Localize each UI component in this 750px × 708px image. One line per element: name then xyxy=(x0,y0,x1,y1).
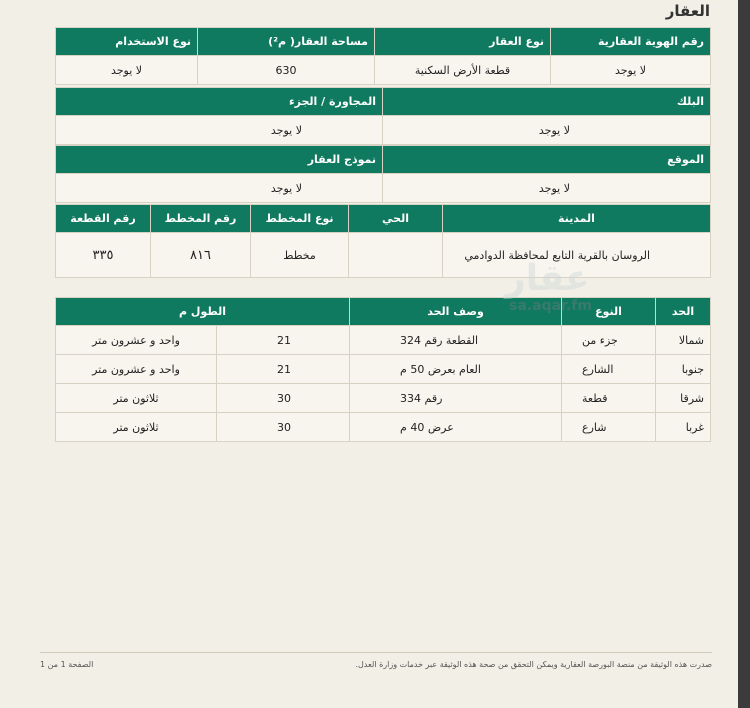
header-city: المدينة xyxy=(443,205,711,233)
header-plan-type: نوع المخطط xyxy=(251,205,349,233)
header-neighborhood-part: المجاورة / الجزء xyxy=(56,88,383,116)
value-city xyxy=(443,233,711,278)
header-district: الحي xyxy=(349,205,443,233)
table-row xyxy=(56,413,711,442)
value-property-model: لا يوجد xyxy=(56,174,383,203)
section-title: العقار xyxy=(665,2,710,20)
header-block: البلك xyxy=(383,88,711,116)
value-block: لا يوجد xyxy=(383,116,711,145)
footer-note: صدرت هذه الوثيقة من منصة البورصة العقارية ويمكن التحقق من صحة هذه الوثيقة عبر خدمات وزارة العدل. xyxy=(355,660,712,669)
header-length: الطول م xyxy=(56,298,350,326)
table-row xyxy=(56,384,711,413)
header-plan-number: رقم المخطط xyxy=(151,205,251,233)
border-description: رقم 334 xyxy=(350,384,562,413)
header-border-description: وصف الحد xyxy=(350,298,562,326)
block-table xyxy=(55,87,711,145)
border-length-number: 30 xyxy=(217,384,350,413)
border-description: عرض 40 م xyxy=(350,413,562,442)
border-length-words: ثلاثون متر xyxy=(56,413,217,442)
border-type: قطعة xyxy=(562,384,656,413)
header-property-type: نوع العقار xyxy=(375,28,551,56)
table-row xyxy=(56,355,711,384)
border-direction: شرقا xyxy=(656,384,711,413)
value-property-id: لا يوجد xyxy=(551,56,711,85)
value-plot-number: ٣٣٥ xyxy=(56,233,151,278)
header-border-type: النوع xyxy=(562,298,656,326)
table-row xyxy=(56,326,711,355)
value-property-type: قطعة الأرض السكنية xyxy=(375,56,551,85)
value-plan-type: مخطط xyxy=(251,233,349,278)
header-border: الحد xyxy=(656,298,711,326)
border-length-number: 21 xyxy=(217,355,350,384)
value-neighborhood-part: لا يوجد xyxy=(56,116,383,145)
value-city-text: الروسان بالقرية التابع لمحافظة الدوادمي xyxy=(464,248,650,262)
value-usage-type: لا يوجد xyxy=(56,56,198,85)
border-direction: غربا xyxy=(656,413,711,442)
watermark-logo: عقار xyxy=(505,258,590,299)
border-length-number: 30 xyxy=(217,413,350,442)
header-usage-type: نوع الاستخدام xyxy=(56,28,198,56)
border-description: العام بعرض 50 م xyxy=(350,355,562,384)
border-type: جزء من xyxy=(562,326,656,355)
watermark-site: sa.aqar.fm xyxy=(509,298,592,314)
header-property-model: نموذج العقار xyxy=(56,146,383,174)
header-property-id: رقم الهوية العقارية xyxy=(551,28,711,56)
value-plan-number: ٨١٦ xyxy=(151,233,251,278)
border-type: الشارع xyxy=(562,355,656,384)
location-table xyxy=(55,145,711,203)
border-direction: شمالا xyxy=(656,326,711,355)
footer-divider xyxy=(40,652,712,653)
borders-table xyxy=(55,297,711,442)
value-district xyxy=(349,233,443,278)
border-length-words: واحد و عشرون متر xyxy=(56,355,217,384)
header-location: الموقع xyxy=(383,146,711,174)
border-direction: جنوبا xyxy=(656,355,711,384)
border-length-words: ثلاثون متر xyxy=(56,384,217,413)
border-description: القطعة رقم 324 xyxy=(350,326,562,355)
header-property-area: مساحة العقار( م²) xyxy=(198,28,375,56)
screen-edge xyxy=(738,0,750,708)
value-location: لا يوجد xyxy=(383,174,711,203)
border-length-number: 21 xyxy=(217,326,350,355)
city-plan-table xyxy=(55,204,711,278)
value-property-area: 630 xyxy=(198,56,375,85)
border-length-words: واحد و عشرون متر xyxy=(56,326,217,355)
page-number: الصفحة 1 من 1 xyxy=(40,660,94,669)
border-type: شارع xyxy=(562,413,656,442)
header-plot-number: رقم القطعة xyxy=(56,205,151,233)
property-info-table xyxy=(55,27,711,85)
